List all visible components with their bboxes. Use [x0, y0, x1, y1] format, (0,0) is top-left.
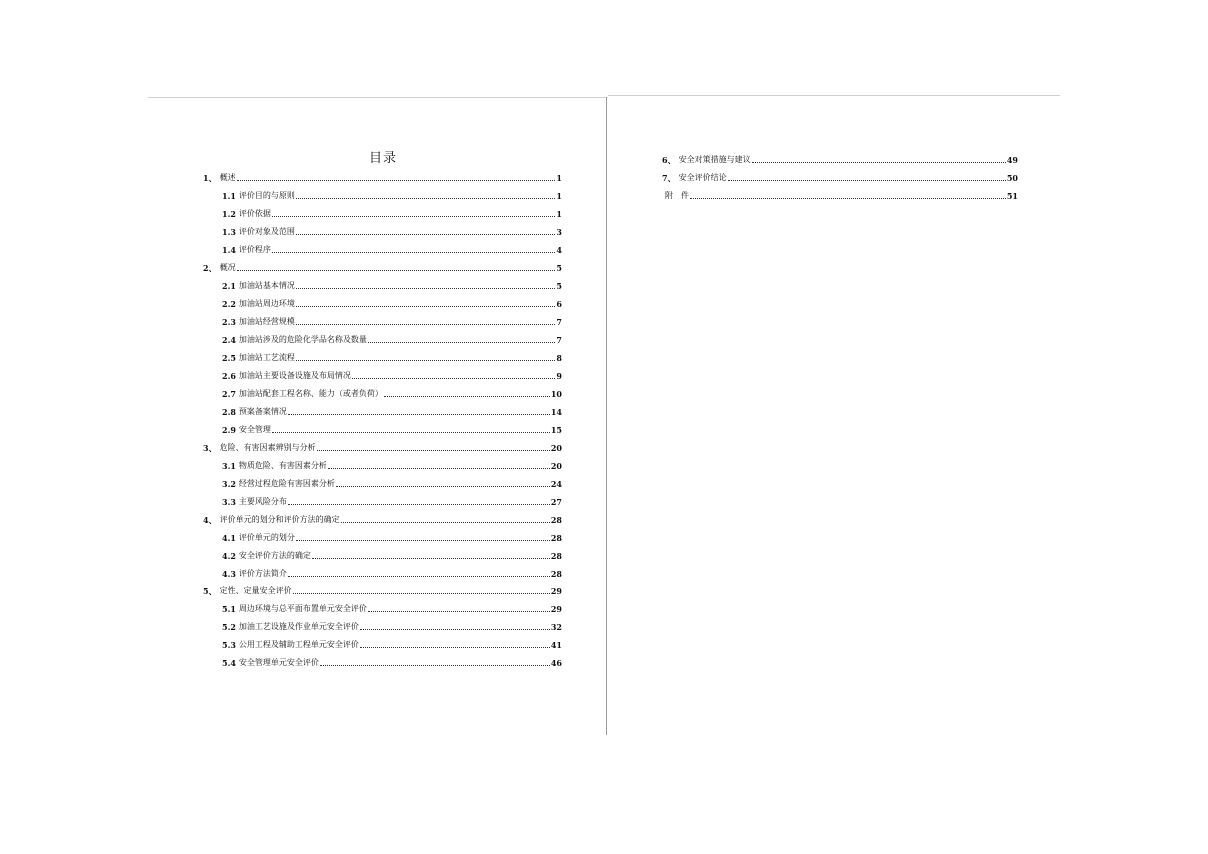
toc-entry-2-5[interactable] — [222, 349, 562, 363]
toc-entry-page: 8 — [556, 353, 562, 363]
toc-entry-3-3[interactable] — [222, 493, 562, 507]
toc-entry-page: 10 — [550, 389, 562, 399]
toc-entry-page: 32 — [550, 622, 562, 632]
toc-entry-text: 加油站经营规模 — [238, 317, 295, 326]
toc-entry-page: 4 — [556, 245, 562, 255]
toc-entry-page: 1 — [556, 173, 562, 183]
toc-entry-1-4[interactable] — [222, 241, 562, 255]
toc-entry-4-3[interactable] — [222, 565, 562, 579]
toc-entry-2-2[interactable] — [222, 295, 562, 309]
toc-dot-leader — [296, 540, 550, 541]
toc-entry-2-7[interactable] — [222, 385, 562, 399]
toc-dot-leader — [237, 270, 556, 271]
toc-entry-page: 1 — [556, 209, 562, 219]
toc-entry-page: 5 — [556, 263, 562, 273]
toc-entry-page: 50 — [1006, 173, 1018, 183]
toc-entry-text: 概况 — [219, 263, 236, 272]
toc-entry-number: 2.6 — [222, 371, 236, 381]
toc-dot-leader — [368, 342, 556, 343]
toc-entry-2-1[interactable] — [222, 277, 562, 291]
toc-entry-page: 20 — [550, 461, 562, 471]
toc-entry-text: 危险、有害因素辨别与分析 — [219, 443, 316, 452]
toc-entry-2-4[interactable] — [222, 331, 562, 345]
toc-entry-page: 28 — [550, 551, 562, 561]
toc-entry-text: 概述 — [219, 173, 236, 182]
toc-entry-4[interactable] — [203, 511, 562, 525]
toc-entry-text: 安全管理单元安全评价 — [238, 658, 319, 667]
toc-entry-number: 4.1 — [222, 533, 236, 543]
toc-dot-leader — [352, 378, 556, 379]
toc-entry-number: 2、 — [203, 263, 217, 273]
toc-entry-number: 1.2 — [222, 209, 236, 219]
toc-entry-number: 1.4 — [222, 245, 236, 255]
toc-dot-leader — [293, 593, 550, 594]
toc-entry-number: 3.2 — [222, 479, 236, 489]
toc-entry-1-1[interactable] — [222, 187, 562, 201]
toc-entry-page: 28 — [550, 515, 562, 525]
toc-entry-number: 5.4 — [222, 658, 236, 668]
toc-entry-page: 28 — [550, 533, 562, 543]
toc-entry-6[interactable] — [662, 151, 1018, 165]
toc-entry-page: 20 — [550, 443, 562, 453]
toc-entry-page: 29 — [550, 604, 562, 614]
toc-entry-1[interactable] — [203, 169, 562, 183]
toc-entry-number: 4、 — [203, 515, 217, 525]
toc-entry-page: 9 — [556, 371, 562, 381]
toc-dot-leader — [690, 198, 1006, 199]
toc-entry-text: 加油站基本情况 — [238, 281, 295, 290]
toc-entry-page: 27 — [550, 497, 562, 507]
toc-entry-2[interactable] — [203, 259, 562, 273]
toc-dot-leader — [317, 450, 550, 451]
toc-entry-page: 29 — [550, 586, 562, 596]
toc-dot-leader — [752, 162, 1006, 163]
toc-entry-text: 评价依据 — [238, 209, 271, 218]
page-spine-divider — [606, 97, 607, 735]
toc-dot-leader — [320, 665, 550, 666]
toc-dot-leader — [328, 468, 550, 469]
toc-entry-number: 2.5 — [222, 353, 236, 363]
toc-entry-text: 加油工艺设施及作业单元安全评价 — [238, 622, 359, 631]
toc-entry-text: 加油站周边环境 — [238, 299, 295, 308]
toc-entry-page: 46 — [550, 658, 562, 668]
toc-entry-2-8[interactable] — [222, 403, 562, 417]
toc-entry-number: 2.3 — [222, 317, 236, 327]
toc-dot-leader — [360, 647, 550, 648]
toc-title: 目录 — [368, 151, 397, 166]
toc-entry-number: 4.3 — [222, 569, 236, 579]
toc-dot-leader — [368, 611, 550, 612]
toc-entry-text: 评价单元的划分和评价方法的确定 — [219, 515, 340, 524]
toc-dot-leader — [360, 629, 550, 630]
toc-dot-leader — [296, 360, 556, 361]
toc-entry-text: 评价程序 — [238, 245, 271, 254]
toc-entry-page: 49 — [1006, 155, 1018, 165]
toc-dot-leader — [296, 198, 556, 199]
toc-dot-leader — [272, 432, 550, 433]
toc-entry-text: 安全评价结论 — [678, 173, 727, 182]
toc-entry-text: 安全管理 — [238, 425, 271, 434]
toc-dot-leader — [288, 414, 550, 415]
toc-entry-number: 2.4 — [222, 335, 236, 345]
toc-entry-2-3[interactable] — [222, 313, 562, 327]
toc-entry-page: 24 — [550, 479, 562, 489]
toc-entry-number: 3.3 — [222, 497, 236, 507]
toc-entry-text: 主要风险分布 — [238, 497, 287, 506]
toc-entry-text: 经营过程危险有害因素分析 — [238, 479, 335, 488]
toc-entry-text: 评价对象及范围 — [238, 227, 295, 236]
toc-entry-number: 2.7 — [222, 389, 236, 399]
toc-entry-page: 1 — [556, 191, 562, 201]
left-page-top-rule — [148, 97, 606, 98]
toc-entry-text: 评价单元的划分 — [238, 533, 295, 542]
toc-entry-3[interactable] — [203, 439, 562, 453]
toc-entry-text: 周边环境与总平面布置单元安全评价 — [238, 604, 367, 613]
toc-entry-number: 3.1 — [222, 461, 236, 471]
toc-entry-number: 2.1 — [222, 281, 236, 291]
toc-dot-leader — [296, 306, 556, 307]
toc-entry-number: 2.8 — [222, 407, 236, 417]
toc-entry-text: 加油站涉及的危险化学品名称及数量 — [238, 335, 367, 344]
toc-dot-leader — [296, 234, 556, 235]
toc-entry-appendix[interactable] — [662, 187, 1018, 201]
toc-entry-text: 加油站主要设备设施及布局情况 — [238, 371, 351, 380]
toc-entry-number: 6、 — [662, 155, 676, 165]
toc-dot-leader — [728, 180, 1006, 181]
toc-entry-text: 评价目的与原则 — [238, 191, 295, 200]
toc-dot-leader — [272, 216, 556, 217]
toc-entry-number: 5.3 — [222, 640, 236, 650]
toc-entry-text: 物质危险、有害因素分析 — [238, 461, 327, 470]
toc-entry-number: 2.2 — [222, 299, 236, 309]
toc-entry-page: 7 — [556, 317, 562, 327]
toc-entry-number: 4.2 — [222, 551, 236, 561]
toc-dot-leader — [312, 558, 550, 559]
toc-entry-number: 7、 — [662, 173, 676, 183]
toc-entry-5-2[interactable] — [222, 618, 562, 632]
toc-entry-5[interactable] — [203, 582, 562, 596]
toc-entry-number: 1.3 — [222, 227, 236, 237]
toc-entry-number: 1、 — [203, 173, 217, 183]
toc-dot-leader — [288, 576, 550, 577]
toc-entry-5-1[interactable] — [222, 600, 562, 614]
toc-entry-text: 预案备案情况 — [238, 407, 287, 416]
toc-entry-number: 1.1 — [222, 191, 236, 201]
toc-entry-number: 5、 — [203, 586, 217, 596]
toc-entry-page: 15 — [550, 425, 562, 435]
toc-dot-leader — [272, 252, 556, 253]
toc-entry-7[interactable] — [662, 169, 1018, 183]
toc-entry-number: 2.9 — [222, 425, 236, 435]
toc-entry-page: 6 — [556, 299, 562, 309]
toc-entry-number: 5.2 — [222, 622, 236, 632]
toc-dot-leader — [288, 504, 550, 505]
toc-entry-1-3[interactable] — [222, 223, 562, 237]
toc-entry-text: 附 件 — [665, 191, 689, 200]
toc-entry-4-1[interactable] — [222, 529, 562, 543]
toc-entry-1-2[interactable] — [222, 205, 562, 219]
toc-entry-3-1[interactable] — [222, 457, 562, 471]
right-page-top-rule — [608, 95, 1060, 96]
toc-entry-page: 14 — [550, 407, 562, 417]
toc-entry-page: 5 — [556, 281, 562, 291]
toc-dot-leader — [384, 396, 550, 397]
toc-entry-page: 28 — [550, 569, 562, 579]
toc-entry-page: 51 — [1006, 191, 1018, 201]
toc-entry-text: 加油站工艺流程 — [238, 353, 295, 362]
toc-entry-3-2[interactable] — [222, 475, 562, 489]
toc-entry-5-4[interactable] — [222, 654, 562, 668]
toc-entry-4-2[interactable] — [222, 547, 562, 561]
toc-entry-text: 评价方法简介 — [238, 569, 287, 578]
toc-entry-page: 41 — [550, 640, 562, 650]
toc-entry-2-6[interactable] — [222, 367, 562, 381]
toc-entry-page: 3 — [556, 227, 562, 237]
toc-entry-text: 定性、定量安全评价 — [219, 586, 292, 595]
toc-entry-page: 7 — [556, 335, 562, 345]
toc-entry-text: 公用工程及辅助工程单元安全评价 — [238, 640, 359, 649]
toc-entry-text: 安全评价方法的确定 — [238, 551, 311, 560]
toc-entry-text: 加油站配套工程名称、能力（或者负荷） — [238, 389, 383, 398]
toc-dot-leader — [336, 486, 550, 487]
toc-dot-leader — [341, 522, 550, 523]
toc-entry-number: 3、 — [203, 443, 217, 453]
toc-entry-5-3[interactable] — [222, 636, 562, 650]
toc-dot-leader — [296, 324, 556, 325]
toc-entry-text: 安全对策措施与建议 — [678, 155, 751, 164]
toc-entry-2-9[interactable] — [222, 421, 562, 435]
toc-entry-number: 5.1 — [222, 604, 236, 614]
toc-dot-leader — [237, 180, 556, 181]
toc-dot-leader — [296, 288, 556, 289]
